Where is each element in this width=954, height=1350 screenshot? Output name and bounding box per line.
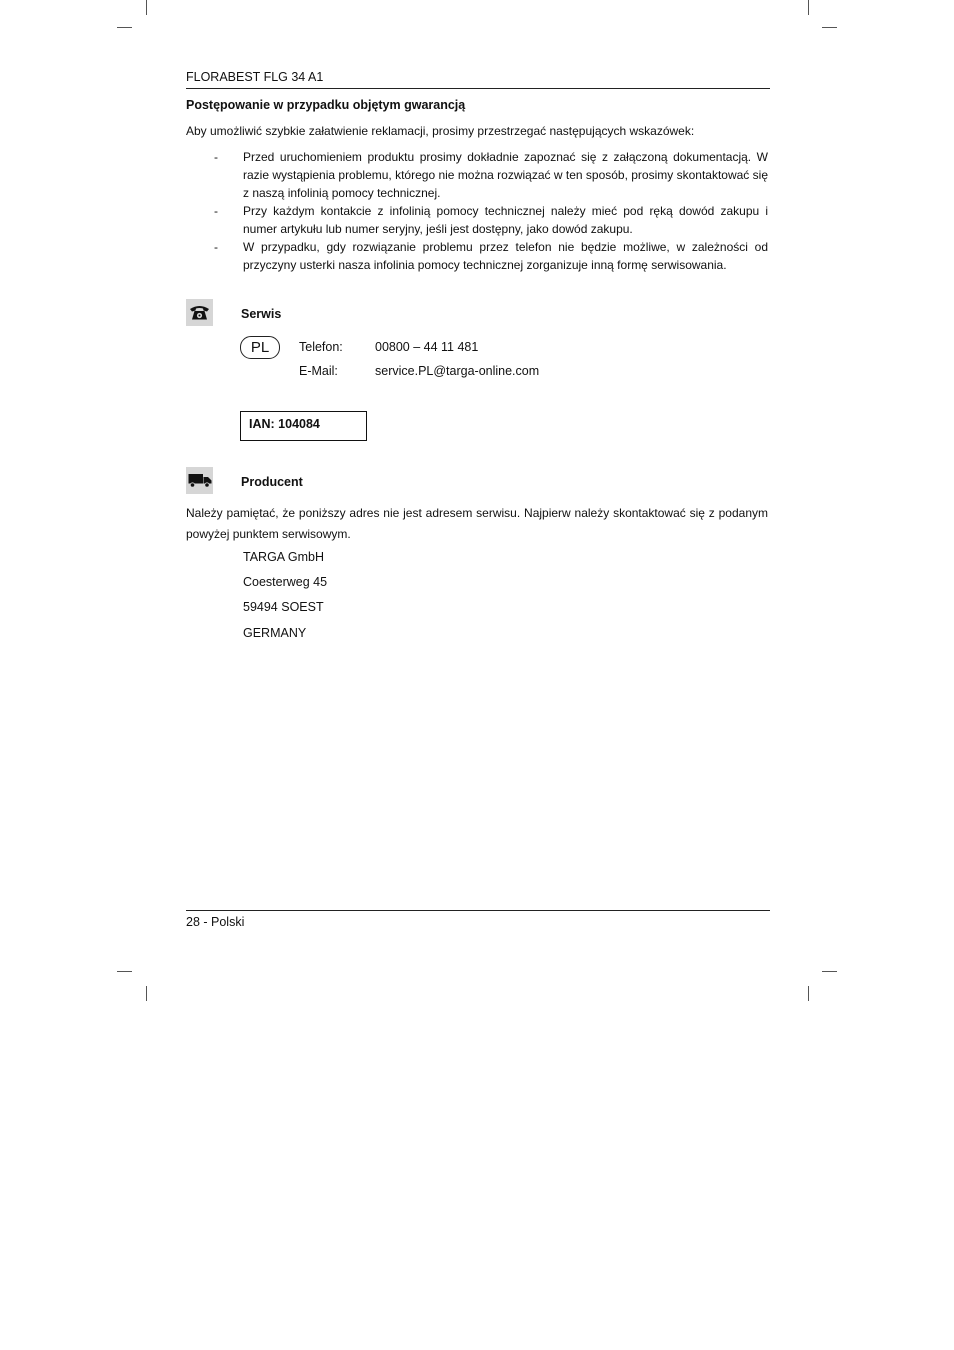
warranty-instructions-list [186,148,768,274]
telephone-icon [186,299,213,326]
list-bullet: - [214,150,218,164]
truck-icon [186,467,213,494]
ian-number: IAN: 104084 [249,417,320,431]
warranty-section-title: Postępowanie w przypadku objętym gwarancją [186,98,466,112]
address-line: 59494 SOEST [243,600,324,614]
ian-box [240,411,367,441]
crop-mark [808,986,809,1001]
email-label: E-Mail: [299,364,338,378]
document-header-title: FLORABEST FLG 34 A1 [186,70,324,84]
list-item-text: W przypadku, gdy rozwiązanie problemu przez telefon nie będzie możliwe, w zależności od przyczyny usterki nasza infolinia pomocy technicznej zorganizuje inną formę serwisowania. [243,240,768,272]
service-section-title: Serwis [241,307,282,321]
page-number: 28 - Polski [186,915,245,929]
crop-mark [117,27,132,28]
crop-mark [822,971,837,972]
warranty-intro: Aby umożliwić szybkie załatwienie reklamacji, prosimy przestrzegać następujących wskazówek: [186,124,695,138]
list-item [186,238,768,274]
producer-note: Należy pamiętać, że poniższy adres nie jest adresem serwisu. Najpierw należy skontaktować się z podanym powyżej punktem serwisowym. [186,506,768,541]
list-item [186,202,768,238]
crop-mark [808,0,809,15]
crop-mark [146,986,147,1001]
producer-section-title: Producent [241,475,303,489]
phone-number: 00800 – 44 11 481 [375,340,479,354]
list-bullet: - [214,240,218,254]
address-line: TARGA GmbH [243,550,325,564]
header-divider [186,88,770,89]
address-line: Coesterweg 45 [243,575,328,589]
crop-mark [822,27,837,28]
crop-mark [117,971,132,972]
list-bullet: - [214,204,218,218]
list-item-text: Przed uruchomieniem produktu prosimy dokładnie zapoznać się z załączoną dokumentacją. W razie wystąpienia problemu, którego nie można rozwiązać w ten sposób, prosimy skontaktować się z naszą infolinią pomocy technicznej. [243,150,768,200]
list-item-text: Przy każdym kontakcie z infolinią pomocy technicznej należy mieć pod ręką dowód zakupu i numer artykułu lub numer seryjny, jeśli jest dostępny, jako dowód zakupu. [243,204,768,236]
country-badge: PL [240,336,280,359]
address-line: GERMANY [243,626,307,640]
footer-divider [186,910,770,911]
list-item [186,148,768,202]
crop-mark [146,0,147,15]
phone-label: Telefon: [299,340,343,354]
email-address: service.PL@targa-online.com [375,364,540,378]
